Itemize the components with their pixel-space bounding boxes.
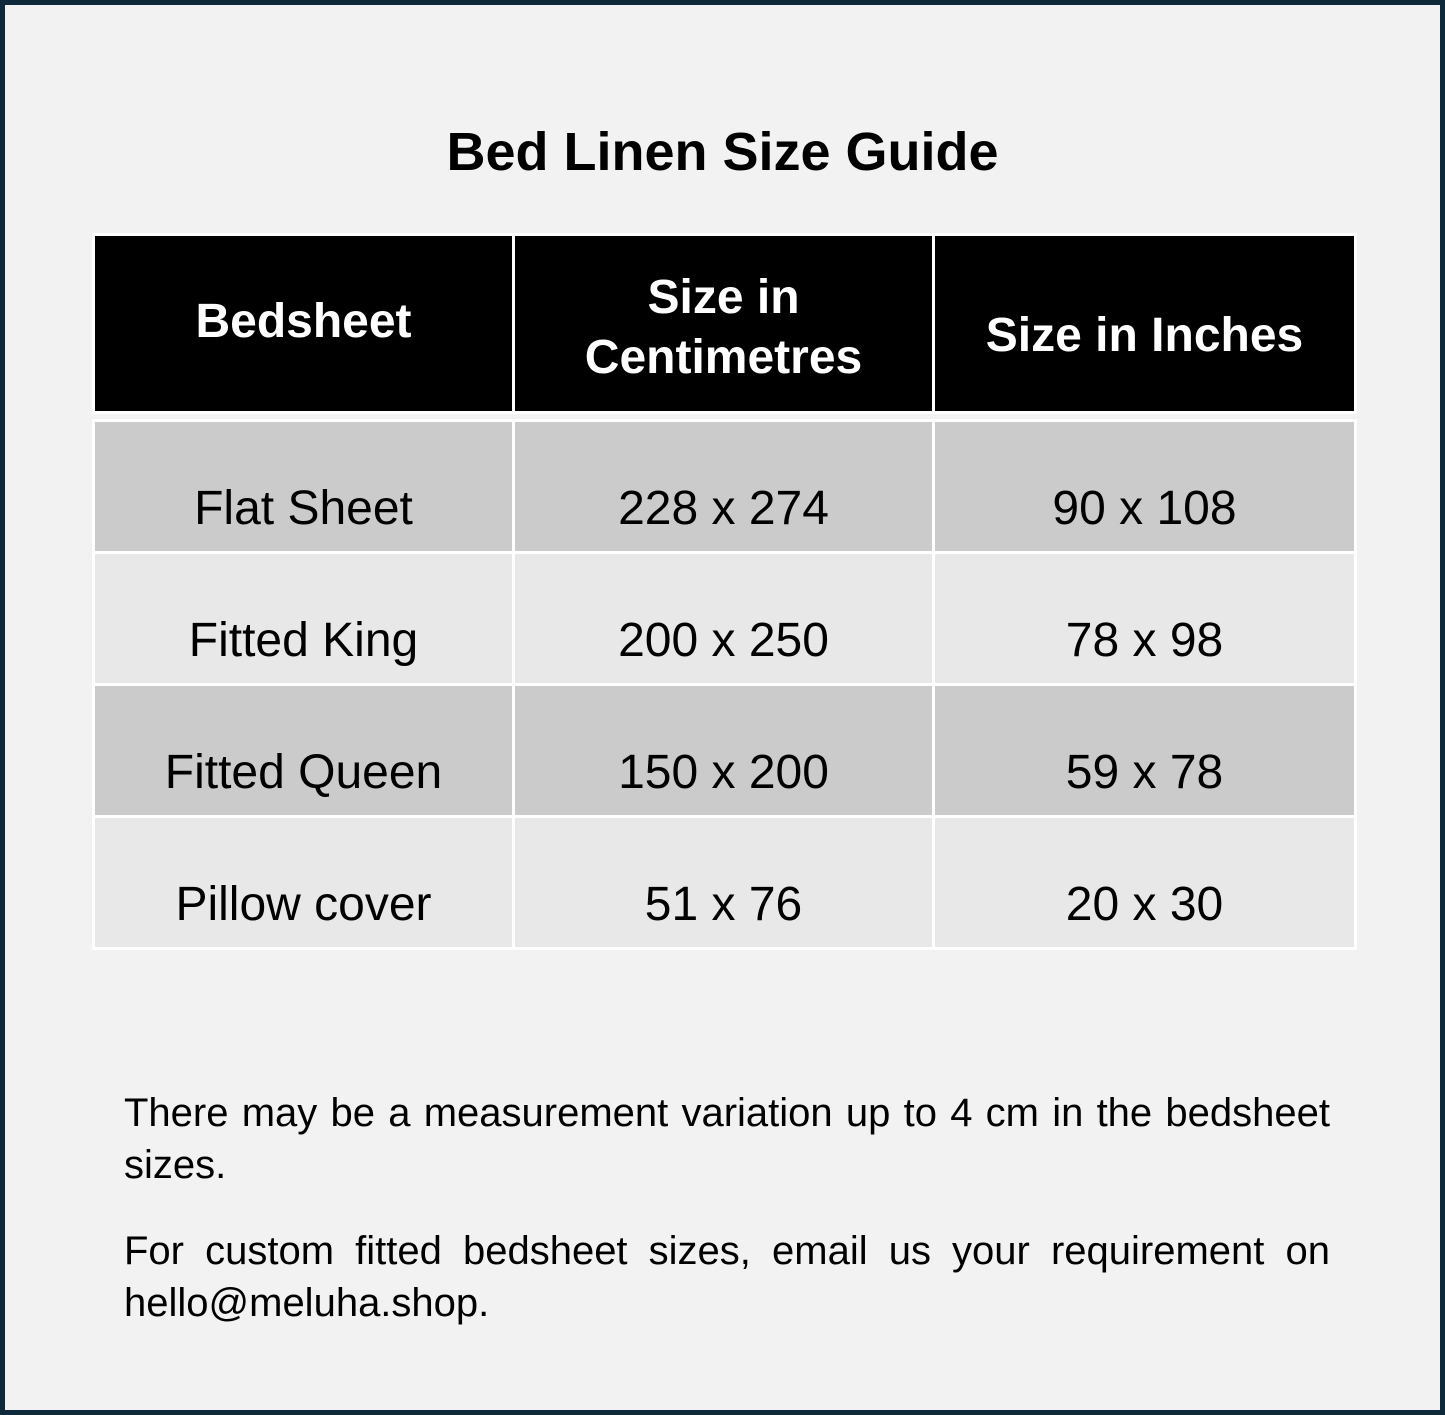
table-row xyxy=(94,553,1356,685)
row-inches-cell: 59 x 78 xyxy=(934,685,1356,817)
header-size-cm-line2: Centimetres xyxy=(584,330,863,384)
row-cm-cell: 150 x 200 xyxy=(514,685,934,817)
row-name-cell: Fitted King xyxy=(94,553,514,685)
custom-size-note: For custom fitted bedsheet sizes, email us your requirement on hello@meluha.shop. xyxy=(124,1229,1330,1325)
row-cm-cell: 200 x 250 xyxy=(514,553,934,685)
header-size-cm-line1: Size in xyxy=(647,270,800,324)
row-name-cell: Flat Sheet xyxy=(94,421,514,553)
table-header-row xyxy=(94,235,1356,413)
measurement-variation-note: There may be a measurement variation up to 4 cm in the bedsheet sizes. xyxy=(124,1091,1330,1187)
row-name-cell: Pillow cover xyxy=(94,817,514,949)
row-inches-cell: 90 x 108 xyxy=(934,421,1356,553)
table-row xyxy=(94,817,1356,949)
header-spacer xyxy=(94,413,1356,421)
header-spacer-cell xyxy=(94,413,1356,421)
row-inches-cell: 20 x 30 xyxy=(934,817,1356,949)
row-cm-cell: 51 x 76 xyxy=(514,817,934,949)
size-table xyxy=(92,233,1357,950)
row-cm-cell: 228 x 274 xyxy=(514,421,934,553)
table-row xyxy=(94,421,1356,553)
row-inches-cell: 78 x 98 xyxy=(934,553,1356,685)
table-row xyxy=(94,685,1356,817)
header-size-cm xyxy=(514,235,934,413)
page-title: Bed Linen Size Guide xyxy=(446,122,999,182)
header-size-inches: Size in Inches xyxy=(934,235,1356,413)
row-name-cell: Fitted Queen xyxy=(94,685,514,817)
header-bedsheet: Bedsheet xyxy=(94,235,514,413)
